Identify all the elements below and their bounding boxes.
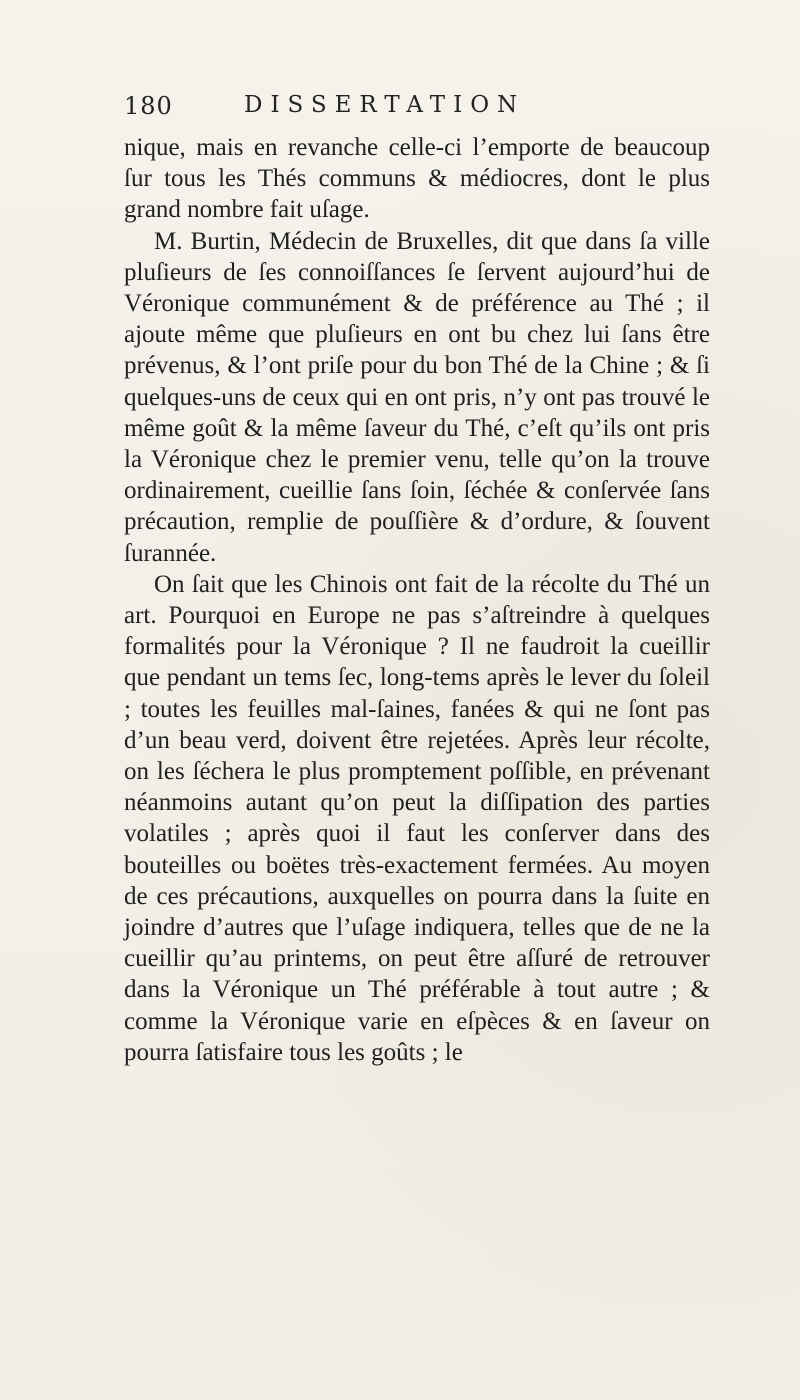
running-head: DISSERTATION	[244, 92, 526, 118]
paragraph-burtin: M. Burtin, Médecin de Bruxelles, dit que dans ſa ville pluſieurs de ſes connoiſſances ſe ſervent aujourd’hui de Véronique communément & de préférence au Thé ; il ajoute même que pluſieurs en ont bu chez lui ſans être prévenus, & l’ont priſe pour du bon Thé de la Chine ; & ſi quelques-uns de ceux qui en ont pris, n’y ont pas trouvé le même goût & la même ſaveur du Thé, c’eſt qu’ils ont pris la Véronique chez le premier venu, telle qu’on la trouve ordinairement, cueillie ſans ſoin, ſéchée & conſervée ſans précaution, remplie de pouſſière & d’ordure, & ſouvent ſurannée.	[124, 227, 710, 567]
page-number: 180	[124, 92, 173, 120]
page-header	[124, 88, 684, 124]
paragraph-chinois: On ſait que les Chinois ont fait de la récolte du Thé un art. Pourquoi en Europe ne pas s’aſtreindre à quelques formalités pour la Véronique ? Il ne faudroit la cueillir que pendant un tems ſec, long-tems après le lever du ſoleil ; toutes les feuilles mal-ſaines, fanées & qui ne ſont pas d’un beau verd, doivent être rejetées. Après leur récolte, on les ſéchera le plus promptement poſſible, en prévenant néanmoins autant qu’on peut la diſſipation des parties volatiles ; après quoi il faut les conſerver dans des bouteilles ou boëtes très-exactement fermées. Au moyen de ces précautions, auxquelles on pourra dans la ſuite en joindre d’autres que l’uſage indiquera, telles que de ne la cueillir qu’au printems, on peut être aſſuré de retrouver dans la Véronique un Thé préférable à tout autre ; & comme la Véronique varie en eſpèces & en ſaveur on pourra ſatisfaire tous les goûts ; le	[124, 570, 710, 1066]
paragraph-continuation: nique, mais en revanche celle-ci l’emporte de beaucoup ſur tous les Thés communs & médiocres, dont le plus grand nombre fait uſage.	[124, 134, 710, 224]
body-text	[124, 132, 710, 1068]
